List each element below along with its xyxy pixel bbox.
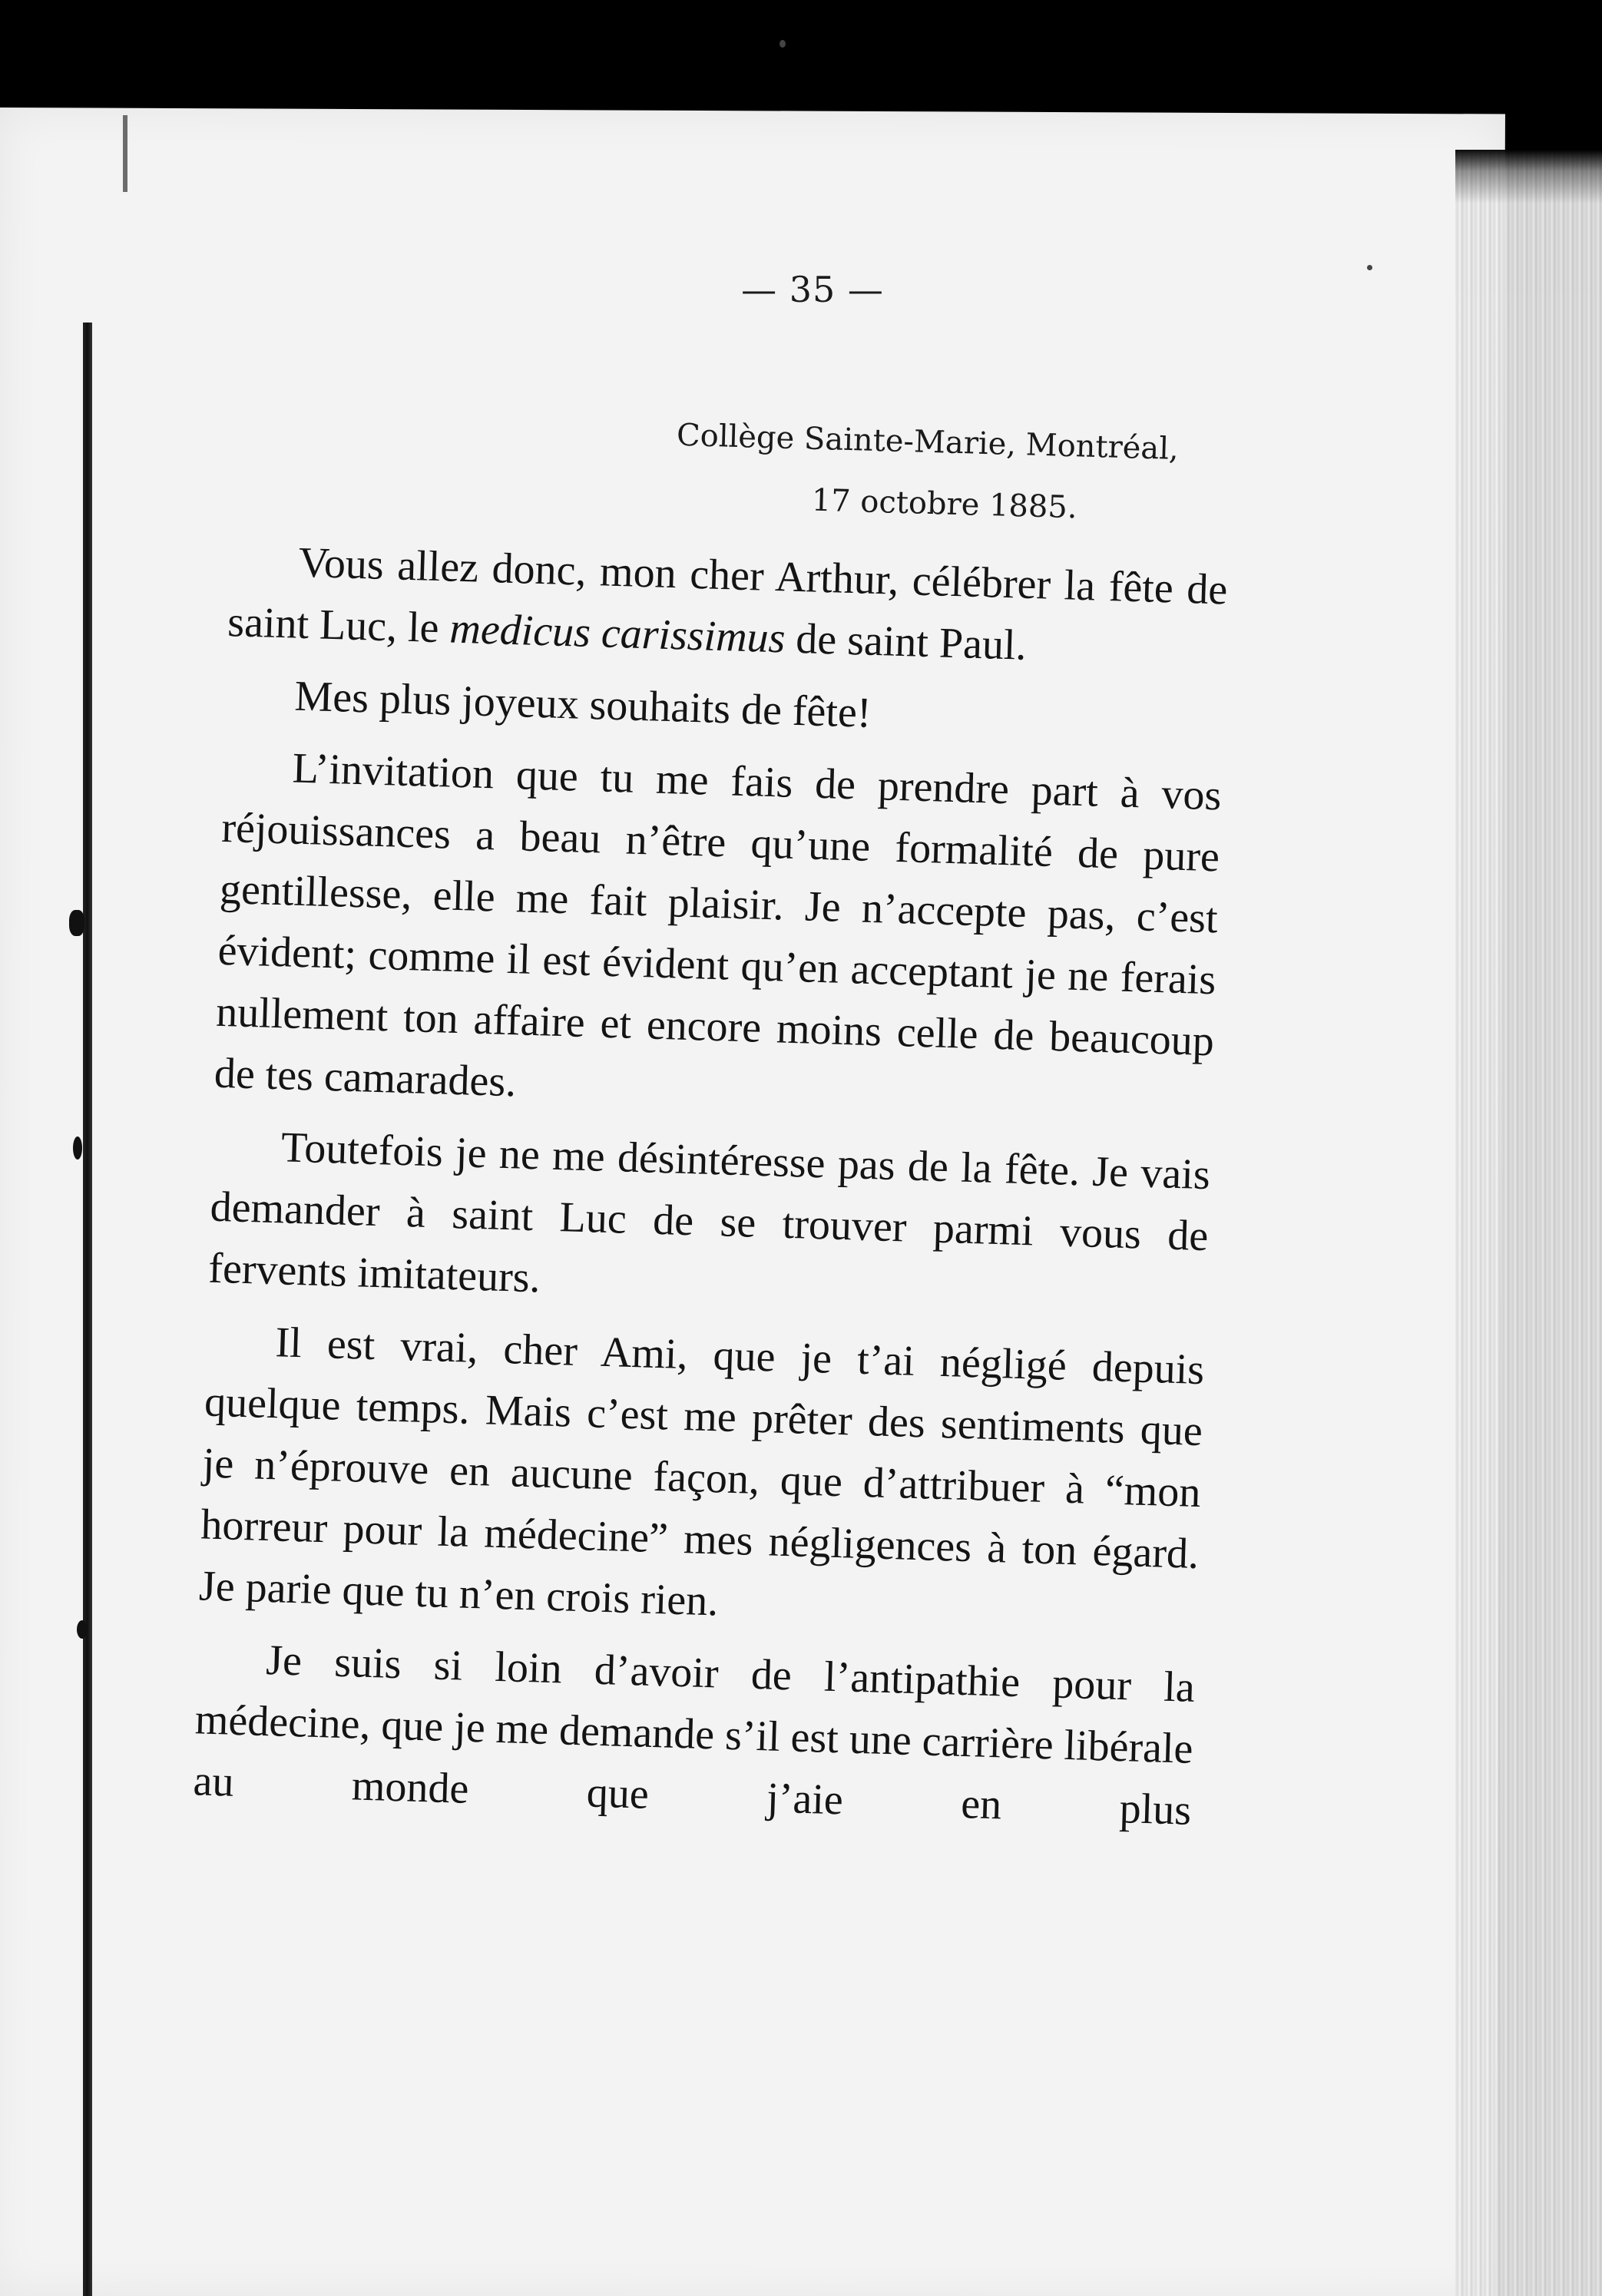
letter-body (192, 530, 1228, 1852)
speck (73, 1136, 82, 1160)
dateline-place: Collège Sainte-Marie, Montréal, (676, 417, 1180, 467)
paragraph: Toutefois je ne me désintéresse pas de la fête. Je vais demander à saint Luc de se trouver parmi vous de fervents imitateurs. (207, 1123, 1211, 1302)
speck (69, 910, 84, 936)
page-edges (1455, 150, 1602, 2296)
paragraph: Je suis si loin d’avoir de l’antipathie pour la médecine, que je me demande s’il est une carrière libérale au monde que j’aie en plus (192, 1636, 1196, 1834)
binding-line (83, 323, 92, 2296)
speck (779, 40, 786, 48)
paragraph-text: de saint Paul. (784, 614, 1028, 670)
paragraph: Il est vrai, cher Ami, que je t’ai négligé depuis quelque temps. Mais c’est me prêter des sentiments que je n’éprouve en aucune façon, que d’attribuer à “mon horreur pour la médecine” mes négligences à ton égard. Je parie que tu n’en crois rien. (198, 1318, 1206, 1626)
page-number: — 35 — (741, 269, 884, 310)
paragraph: L’invitation que tu me fais de prendre part à vos réjouissances a beau n’être qu’une formalité de pure gentillesse, elle me fait plaisir. Je n’accepte pas, c’est évident; comme il est évident qu’en acceptant je ne ferais nullement ton affaire et encore moins celle de beaucoup de tes camarades. (213, 744, 1223, 1107)
speck (77, 1620, 88, 1639)
binding-mark (123, 115, 127, 192)
paragraph: Mes plus joyeux souhaits de fête! (293, 672, 872, 737)
italic-phrase: medicus carissimus (448, 604, 786, 663)
letter-dateline (674, 405, 1180, 541)
paragraph-text: Vous allez donc, mon cher Arthur, célébrer la fête de saint Luc, le (227, 538, 1229, 653)
dateline-date: 17 octobre 1885. (811, 482, 1078, 526)
